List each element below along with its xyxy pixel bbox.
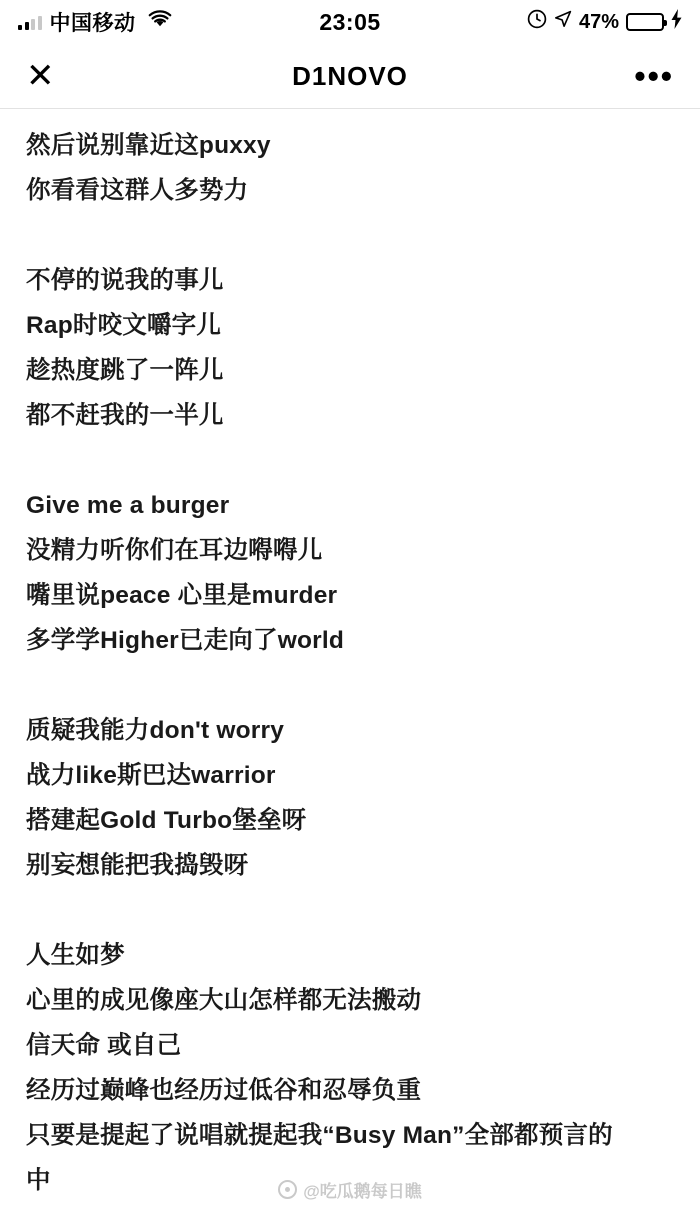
lyric-line: 人生如梦 xyxy=(26,942,125,969)
location-arrow-icon xyxy=(554,10,572,34)
lyric-line: 不停的说我的事儿 xyxy=(26,267,224,294)
lyric-line: 都不赶我的一半儿 xyxy=(26,402,224,429)
wifi-icon xyxy=(148,10,172,34)
lyric-line: 只要是提起了说唱就提起我“Busy Man”全部都预言的 xyxy=(26,1122,613,1149)
status-bar-clock: 23:05 xyxy=(319,8,381,35)
lyric-line: 心里的成见像座大山怎样都无法搬动 xyxy=(26,987,422,1014)
weibo-icon xyxy=(278,1180,297,1199)
lyric-line: 然后说别靠近这puxxy xyxy=(26,132,271,159)
lyric-line: 没精力听你们在耳边嘚嘚儿 xyxy=(26,537,323,564)
status-bar-right xyxy=(527,9,682,35)
lyric-line: 多学学Higher已走向了world xyxy=(26,627,345,654)
lyric-spacer xyxy=(26,438,674,483)
lightning-bolt-icon xyxy=(671,9,682,35)
lyric-line: 嘴里说peace 心里是murder xyxy=(26,582,338,609)
lyrics-content xyxy=(0,109,700,1203)
nav-bar xyxy=(0,44,700,108)
status-bar-left xyxy=(18,7,172,37)
lyric-line: 趁热度跳了一阵儿 xyxy=(26,357,224,384)
close-icon[interactable]: ✕ xyxy=(26,57,55,95)
lyric-line: 中 xyxy=(26,1167,51,1194)
alarm-icon xyxy=(527,9,547,35)
page-title: D1NOVO xyxy=(292,60,408,91)
status-bar xyxy=(0,0,700,44)
battery-percent-label: 47% xyxy=(578,10,619,33)
carrier-label: 中国移动 xyxy=(49,12,136,35)
watermark-label: @吃瓜鹅每日瞧 xyxy=(303,1182,422,1201)
watermark xyxy=(0,1177,700,1202)
lyric-line: 搭建起Gold Turbo堡垒呀 xyxy=(26,807,307,834)
lyric-spacer xyxy=(26,213,674,258)
lyric-line: 经历过巅峰也经历过低谷和忍辱负重 xyxy=(26,1077,422,1104)
battery-icon xyxy=(626,13,664,31)
lyric-spacer xyxy=(26,888,674,933)
lyric-line: 质疑我能力don't worry xyxy=(26,717,285,744)
lyric-line: 别妄想能把我捣毁呀 xyxy=(26,852,249,879)
lyric-line: 战力like斯巴达warrior xyxy=(26,762,276,789)
cellular-signal-icon xyxy=(18,14,42,30)
lyric-line: Give me a burger xyxy=(26,492,230,519)
lyric-line: Rap时咬文嚼字儿 xyxy=(26,312,222,339)
lyric-line: 信天命 或自己 xyxy=(26,1032,182,1059)
lyric-spacer xyxy=(26,663,674,708)
more-options-icon[interactable]: ••• xyxy=(634,58,674,94)
lyric-line: 你看看这群人多势力 xyxy=(26,177,249,204)
